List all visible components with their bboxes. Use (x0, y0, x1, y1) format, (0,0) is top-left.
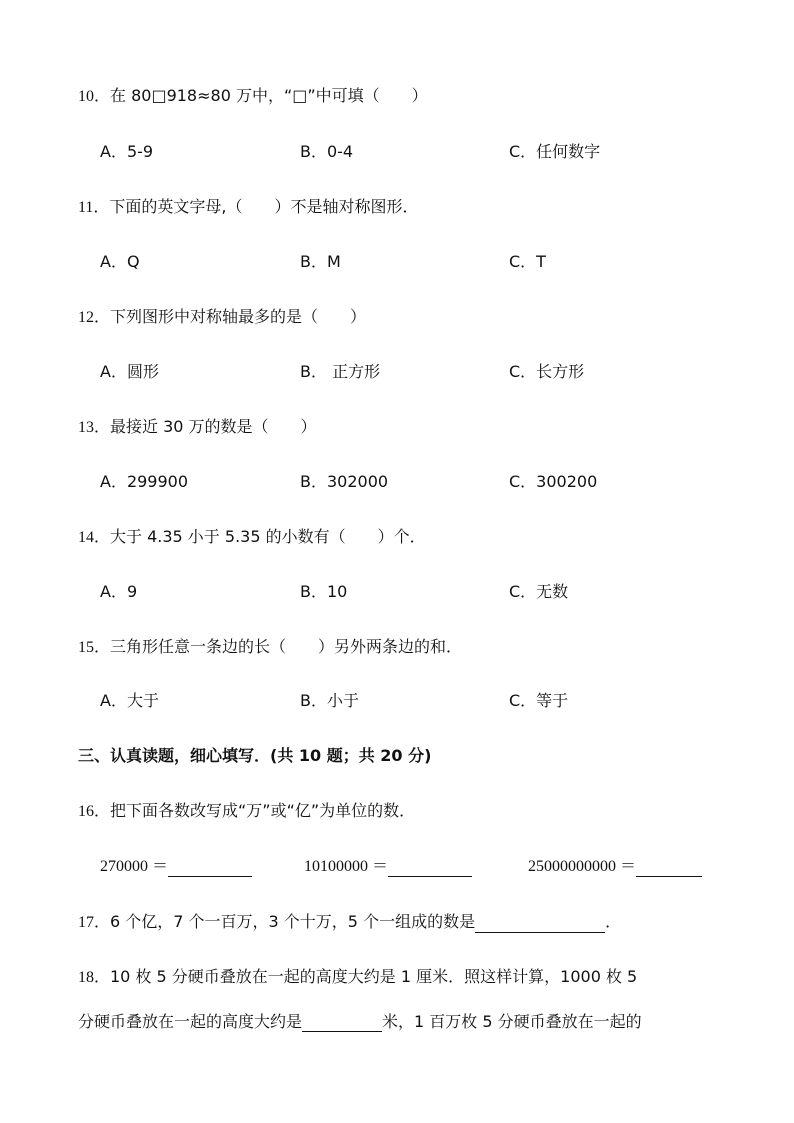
answer-blank[interactable] (168, 859, 252, 877)
fill-item (528, 856, 702, 877)
question-end: ． (605, 912, 622, 931)
question-text: ．三角形任意一条边的长（ ）另外两条边的和． (94, 637, 463, 656)
question-12 (78, 307, 366, 328)
option-a[interactable]: A．9 (100, 582, 138, 601)
question-number: 17 (78, 914, 94, 931)
option-b[interactable]: B．302000 (300, 472, 389, 491)
answer-blank[interactable] (388, 859, 472, 877)
question-text: ．下列图形中对称轴最多的是（ ） (94, 307, 367, 326)
question-17 (78, 912, 621, 933)
question-number: 18 (78, 969, 94, 986)
question-18-continued (78, 1012, 642, 1032)
option-b[interactable]: B．小于 (300, 691, 359, 710)
question-number: 11 (78, 199, 94, 216)
answer-blank[interactable] (475, 915, 605, 933)
question-number: 14 (78, 529, 94, 546)
option-b[interactable]: B．10 (300, 582, 348, 601)
option-c[interactable]: C．300200 (509, 472, 598, 491)
question-text: ．大于 4.35 小于 5.35 的小数有（ ）个． (94, 527, 426, 546)
question-text: 分硬币叠放在一起的高度大约是 (78, 1012, 303, 1031)
fill-item-label: 10100000 ＝ (304, 858, 389, 875)
option-c[interactable]: C．无数 (509, 582, 569, 601)
question-10-options (100, 142, 740, 162)
option-a[interactable]: A．大于 (100, 691, 159, 710)
option-c[interactable]: C．任何数字 (509, 142, 601, 161)
option-a[interactable]: A．圆形 (100, 362, 159, 381)
question-number: 13 (78, 419, 94, 436)
option-a[interactable]: A．299900 (100, 472, 189, 491)
question-18 (78, 967, 637, 988)
question-13-options (100, 472, 740, 492)
question-16 (78, 801, 415, 822)
option-b[interactable]: B．M (300, 252, 341, 271)
option-b[interactable]: B．0-4 (300, 142, 354, 161)
question-text: ．在 80□918≈80 万中，“□”中可填（ ） (94, 86, 428, 105)
question-number: 12 (78, 309, 94, 326)
option-a[interactable]: A．Q (100, 252, 140, 271)
fill-item (100, 856, 252, 877)
question-16-fill-row (100, 856, 740, 876)
option-c[interactable]: C．等于 (509, 691, 569, 710)
fill-item (304, 856, 472, 877)
option-c[interactable]: C．长方形 (509, 362, 585, 381)
question-10 (78, 86, 428, 107)
answer-blank[interactable] (636, 859, 702, 877)
question-12-options (100, 362, 740, 382)
question-text: ．把下面各数改写成“万”或“亿”为单位的数． (94, 801, 416, 820)
answer-blank[interactable] (302, 1014, 382, 1032)
question-13 (78, 417, 317, 438)
question-15 (78, 637, 462, 658)
question-text: 米，1 百万枚 5 分硬币叠放在一起的 (382, 1012, 642, 1031)
question-15-options (100, 691, 740, 711)
question-text: ．6 个亿，7 个一百万，3 个十万，5 个一组成的数是 (94, 912, 476, 931)
question-11-options (100, 252, 740, 272)
question-text: ．10 枚 5 分硬币叠放在一起的高度大约是 1 厘米．照这样计算，1000 枚 5 (94, 967, 638, 986)
section-heading: 三、认真读题，细心填写．(共 10 题；共 20 分) (78, 746, 432, 765)
option-a[interactable]: A．5-9 (100, 142, 154, 161)
question-text: ．下面的英文字母,（ ）不是轴对称图形． (93, 197, 419, 216)
question-number: 10 (78, 88, 94, 105)
question-text: ．最接近 30 万的数是（ ） (94, 417, 317, 436)
option-c[interactable]: C．T (509, 252, 546, 271)
question-14 (78, 527, 426, 548)
fill-item-label: 270000 ＝ (100, 858, 169, 875)
question-11 (78, 197, 419, 218)
question-number: 16 (78, 803, 94, 820)
fill-item-label: 25000000000 ＝ (528, 858, 637, 875)
question-14-options (100, 582, 740, 602)
question-number: 15 (78, 639, 94, 656)
option-b[interactable]: B． 正方形 (300, 362, 381, 381)
